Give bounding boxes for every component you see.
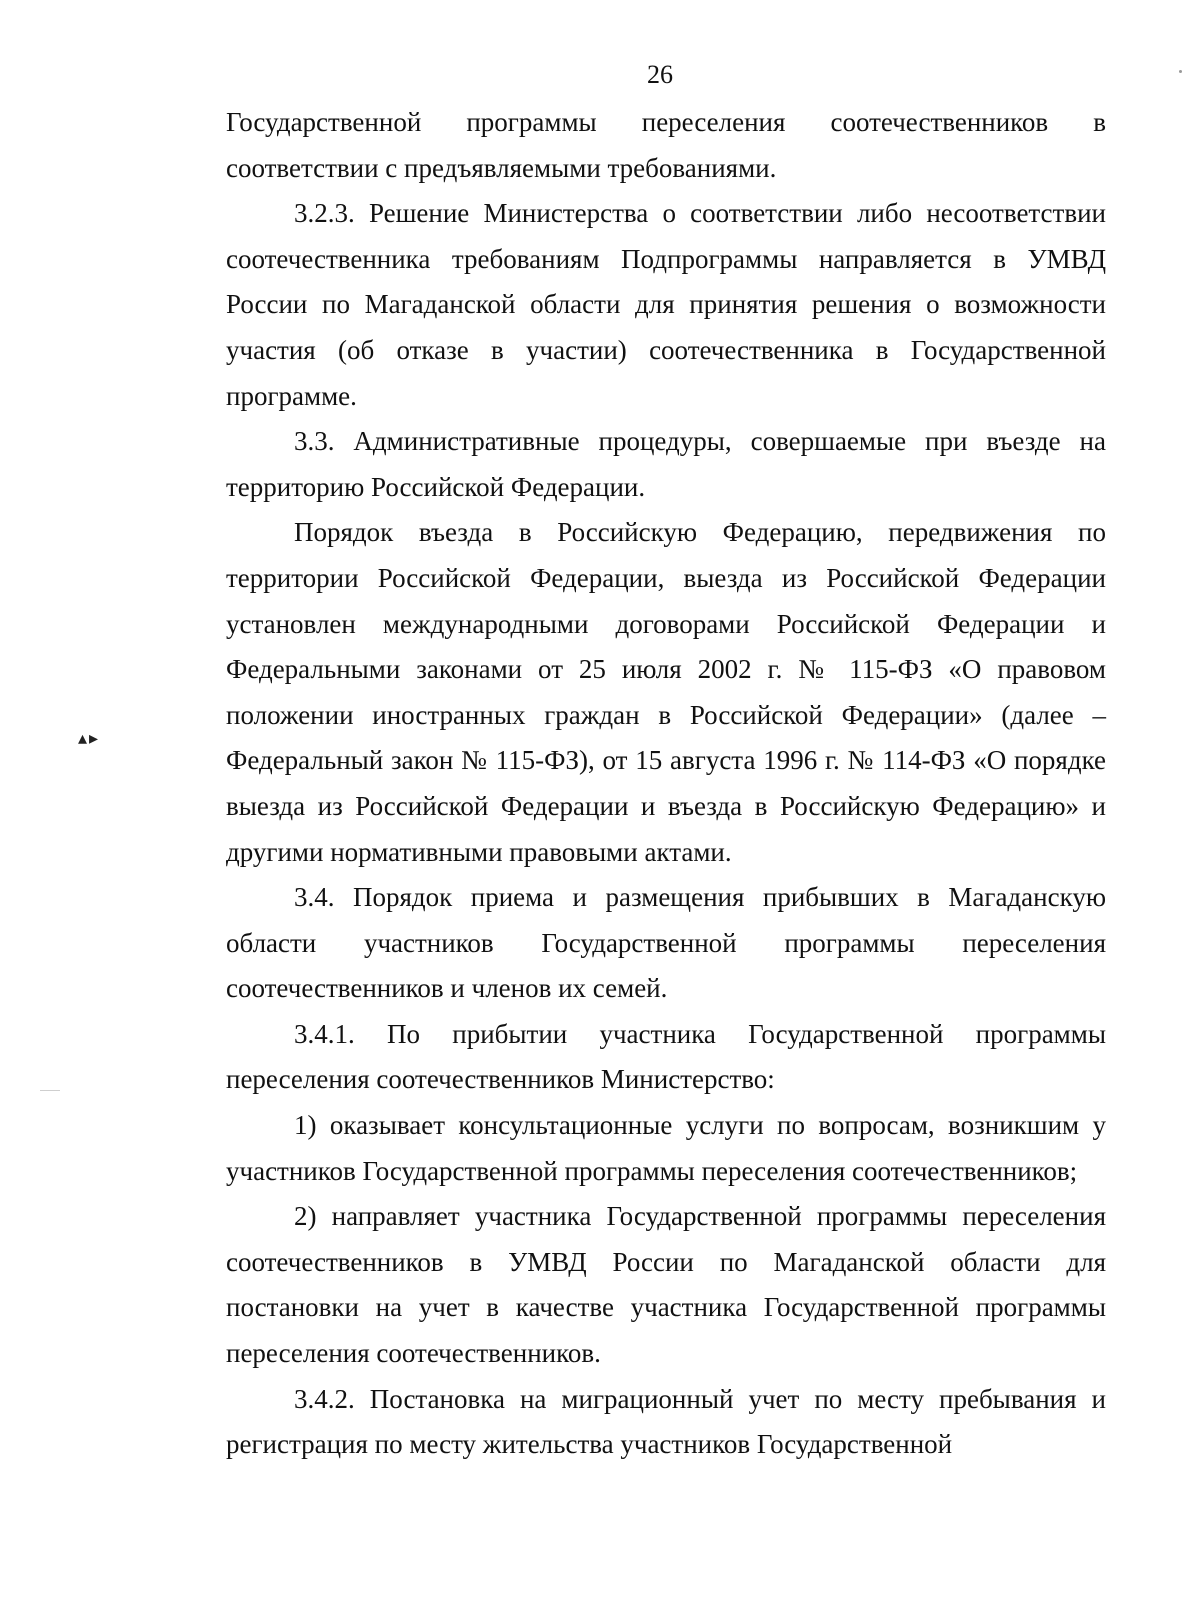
paragraph-entry-order: Порядок въезда в Российскую Федерацию, передвижения по территории Российской Федерации, выезда из Российской Федерации установлен международными договорами Российской Федерации и Федеральными законами от 25 июля 2002 г. № 115-ФЗ «О правовом положении иностранных граждан в Российской Федерации» (далее – Федеральный закон № 115-ФЗ), от 15 августа 1996 г. № 114-ФЗ «О порядке выезда из Российской Федерации и въезда в Российскую Федерацию» и другими нормативными правовыми актами. <box>226 517 1106 867</box>
list-item-1: 1) оказывает консультационные услуги по вопросам, возникшим у участников Государственной программы переселения соотечественников; <box>226 1110 1106 1186</box>
scan-artifact-icon: ▴▸ <box>78 728 101 748</box>
page-number: 26 <box>647 60 673 89</box>
list-item-2: 2) направляет участника Государственной программы переселения соотечественников в УМВД России по Магаданской области для постановки на учет в качестве участника Государственной программы переселения соотечественников. <box>226 1201 1106 1369</box>
paragraph-continuation: Государственной программы переселения соотечественников в соответствии с предъявляемыми требованиями. <box>226 107 1106 183</box>
scan-line-icon <box>40 1090 60 1091</box>
scan-speck-icon <box>1179 70 1182 73</box>
paragraph-3-3: 3.3. Административные процедуры, совершаемые при въезде на территорию Российской Федерации. <box>226 426 1106 502</box>
document-body <box>226 100 1106 1468</box>
paragraph-3-4-2: 3.4.2. Постановка на миграционный учет по месту пребывания и регистрация по месту жительства участников Государственной <box>226 1383 1106 1460</box>
paragraph-3-2-3: 3.2.3. Решение Министерства о соответствии либо несоответствии соотечественника требованиям Подпрограммы направляется в УМВД России по Магаданской области для принятия решения о возможности участия (об отказе в участии) соотечественника в Государственной программе. <box>226 198 1106 411</box>
paragraph-3-4: 3.4. Порядок приема и размещения прибывших в Магаданскую области участников Государственной программы переселения соотечественников и членов их семей. <box>226 882 1106 1004</box>
paragraph-3-4-1: 3.4.1. По прибытии участника Государственной программы переселения соотечественников Министерство: <box>226 1018 1106 1095</box>
